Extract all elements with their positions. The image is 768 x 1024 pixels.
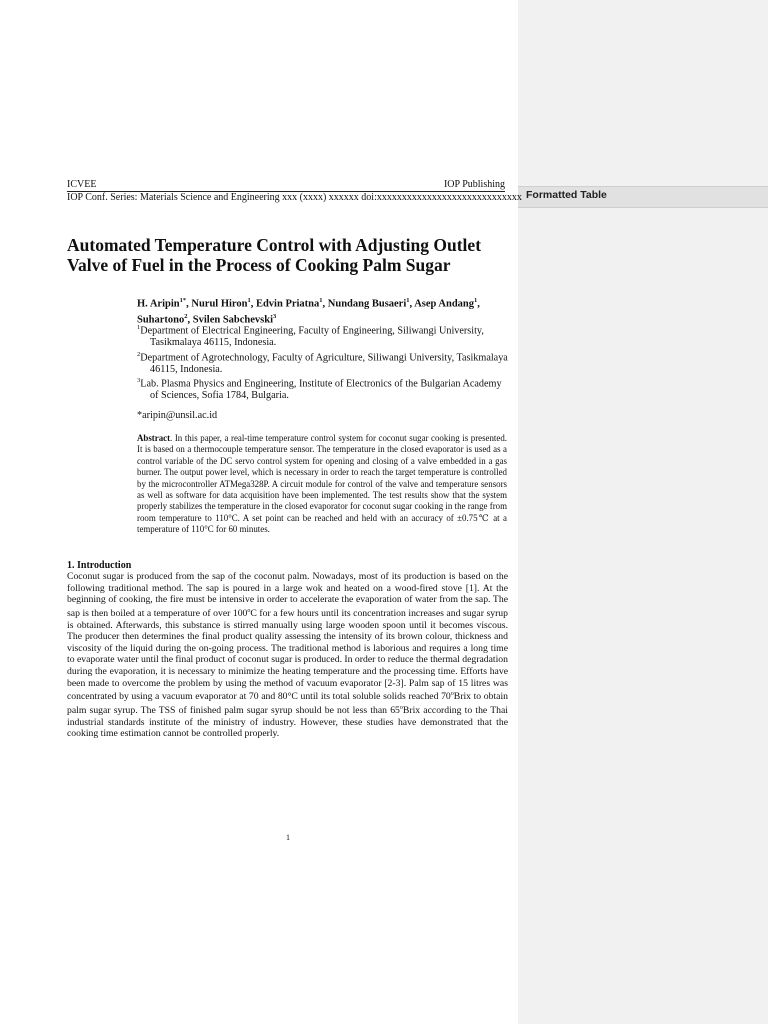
author-list: H. Aripin$^{1*}$, Nurul Hiron$^1$, Edvin Priatna$^1$, Nundang Busaeri$^1$, Asep Andang$^1$, Suhartono$^2$, Svilen Sabchevski$^3$ xyxy=(137,297,480,326)
degree-superscript: o xyxy=(450,691,454,698)
author-affiliation-marker: 1 xyxy=(319,297,323,304)
introduction-text: Brix to obtain palm sugar syrup. The TSS of finished palm sugar syrup should be not less than 65 xyxy=(67,691,508,717)
author-name: Svilen Sabchevski xyxy=(192,314,273,326)
author-affiliation-marker: 2 xyxy=(184,313,188,320)
affiliation-2: $^2$Department of Agrotechnology, Faculty of Agriculture, Siliwangi University, Tasikmalaya 46115, Indonesia. xyxy=(137,350,508,375)
author-affiliation-marker: 1 xyxy=(247,297,251,304)
abstract xyxy=(137,433,507,536)
degree-superscript: o xyxy=(247,607,251,614)
author-name: Edvin Priatna xyxy=(255,298,320,310)
affiliation-3: $^3$Lab. Plasma Physics and Engineering, Institute of Electronics of the Bulgarian Academy of Sciences, Sofia 1784, Bulgaria. xyxy=(137,377,502,402)
abstract-label: Abstract xyxy=(137,433,171,443)
author-affiliation-marker: 1 xyxy=(474,297,478,304)
comments-pane xyxy=(518,0,768,1024)
affiliation-1: $^1$Department of Electrical Engineering, Faculty of Engineering, Siliwangi University, Tasikmalaya 46115, Indonesia. xyxy=(137,324,484,348)
author-name: Suhartono xyxy=(137,314,185,326)
author-name: Nurul Hiron xyxy=(191,298,248,310)
conference-name: ICVEE xyxy=(67,179,97,190)
page-number: 1 xyxy=(286,833,290,842)
author-affiliation-marker: 1* xyxy=(179,297,187,304)
introduction-text: C for a few hours until its concentration increases and sugar syrup is obtained. Afterwards, this substance is stirred manually using large wooden spoon until it becomes viscous. The producer then determines the final product quality assessing the intensity of its brown colour, thickness and viscosity of the liquid during the on-going process. The traditional method is laborious and requires a long time to evaporate water until the final product of coconut sugar is produced. In order to reduce the thermal degradation during the evaporation, it is necessary to minimize the heating temperature and the processing time. Efforts have been made to overcome the problem by using the method of vacuum evaporator [2-3]. Palm sap of 15 litres was concentrated by using a vacuum evaporator at 70 and 80°C until its total soluble solids reached 70 xyxy=(67,608,508,703)
series-line: IOP Conf. Series: Materials Science and Engineering xxx (xxxx) xxxxxx doi:xxxxxxxxxxxxxxxxxxxxxxxxxxxxx xyxy=(67,192,522,203)
author-name: H. Aripin xyxy=(137,298,180,310)
author-name: Asep Andang xyxy=(414,298,475,310)
introduction-text: Coconut sugar is produced from the sap of the coconut palm. Nowadays, most of its production is based on the following traditional method. The sap is poured in a large wok and heated on a wood-fired stove [1]. At the beginning of cooking, the fire must be intensive in order to accelerate the evaporation of water from the sap. The sap is then boiled at a temperature of over 100 xyxy=(67,571,508,620)
introduction-body xyxy=(67,571,508,740)
abstract-text: . In this paper, a real-time temperature control system for coconut sugar cooking is presented. It is based on a thermocouple temperature sensor. The temperature in the closed evaporator is used as a control variable of the DC servo control system for opening and closing of a valve embedded in a gas burner. The output power level, which is necessary in order to reach the target temperature is controlled by the microcontroller ATMega328P. A circuit module for control of the valve and temperature sensors as well as software for data acquisition have been implemented. The test results show that the system properly stabilizes the temperature in the closed evaporator for coconut sugar cooking in the range from room temperature to 110°C. A set point can be reached and held with an accuracy of ±0.75℃ at a temperature of 110°C for 60 minutes. xyxy=(137,433,507,535)
author-name: Nundang Busaeri xyxy=(327,298,407,310)
publisher-name: IOP Publishing xyxy=(443,179,505,190)
degree-superscript: o xyxy=(399,705,403,711)
introduction-text: Brix according to the Thai industrial standards institute of the ministry of industry. However, these studies have demonstrated that the cooking time estimation cannot be controlled properly. xyxy=(67,705,508,740)
author-affiliation-marker: 3 xyxy=(273,313,277,320)
author-affiliation-marker: 1 xyxy=(406,297,410,304)
comment-label: Formatted Table xyxy=(526,189,607,201)
paper-title: Automated Temperature Control with Adjusting Outlet Valve of Fuel in the Process of Cooking Palm Sugar xyxy=(67,235,482,275)
section-heading-introduction: 1. Introduction xyxy=(67,560,132,571)
affiliations xyxy=(137,322,512,402)
corresponding-email[interactable]: *aripin@unsil.ac.id xyxy=(137,410,218,421)
